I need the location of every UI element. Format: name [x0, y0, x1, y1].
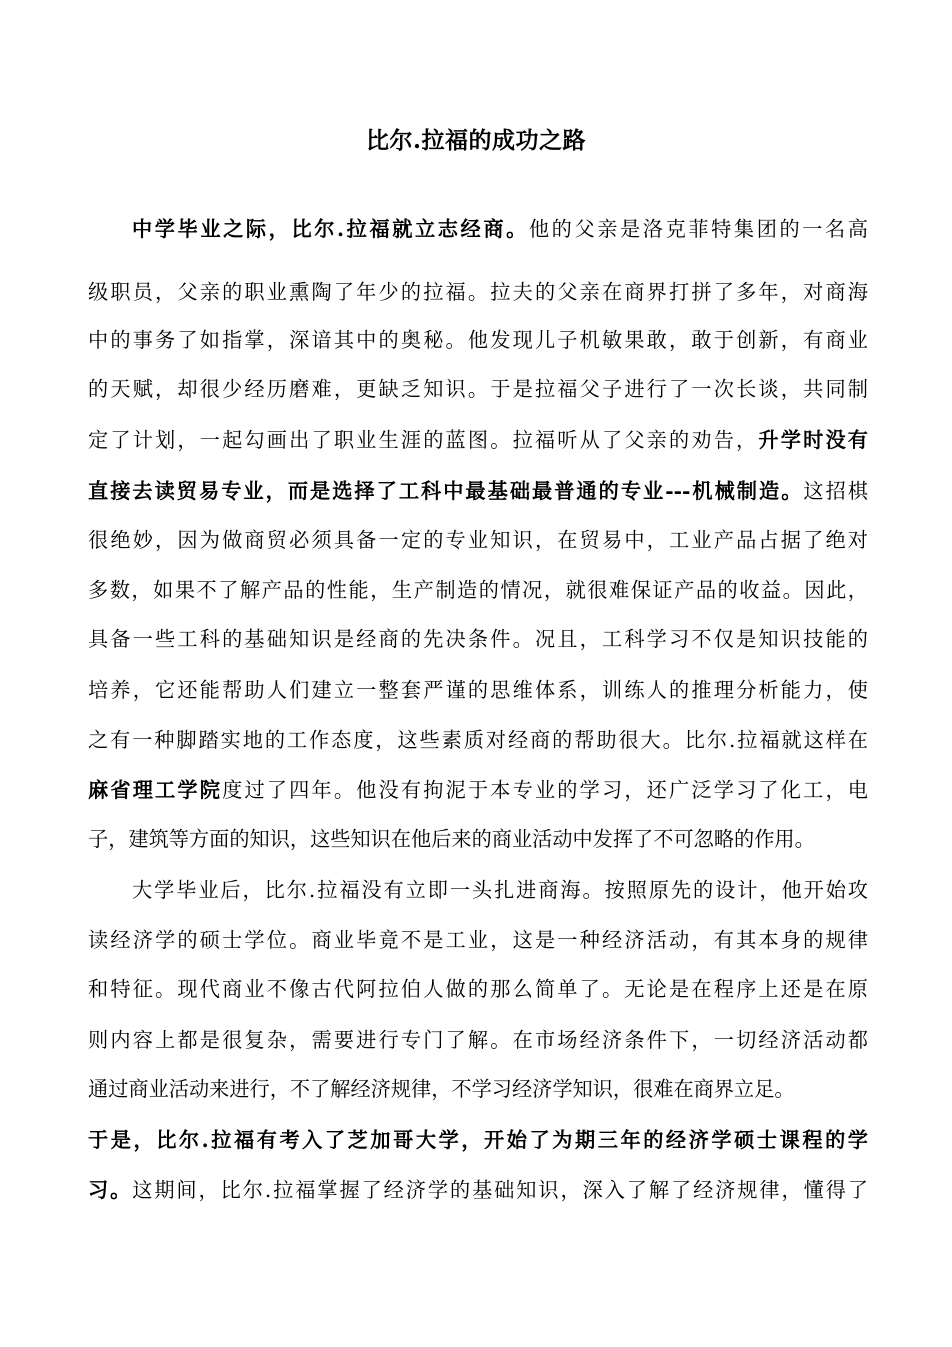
- text: 则内容上都是很复杂，需要进行专门了解。在市场经济条件下，一切经济活动都: [88, 1028, 868, 1052]
- text: 这期间，比尔.拉福掌握了经济学的基础知识，深入了解了经济规律，懂得了: [132, 1178, 868, 1202]
- bold-text: 直接去读贸易专业，而是选择了工科中最基础最普通的专业---机械制造。: [88, 479, 804, 503]
- text-line: [88, 1124, 868, 1156]
- document-title: 比尔.拉福的成功之路: [365, 127, 586, 154]
- bold-text: 中学毕业之际，比尔.拉福就立志经商。: [132, 217, 529, 241]
- text: 之有一种脚踏实地的工作态度，这些素质对经商的帮助很大。比尔.拉福就这样在: [88, 728, 868, 752]
- text-line: [88, 373, 868, 405]
- bold-text: 麻省理工学院: [88, 778, 223, 802]
- text-line: [88, 1073, 868, 1105]
- text: 具备一些工科的基础知识是经商的先决条件。况且，工科学习不仅是知识技能的: [88, 627, 868, 651]
- text-line: [88, 674, 868, 706]
- text: 和特征。现代商业不像古代阿拉伯人做的那么简单了。无论是在程序上还是在原: [88, 977, 868, 1001]
- text: 通过商业活动来进行，不了解经济规律，不学习经济学知识，很难在商界立足。: [88, 1077, 795, 1101]
- bold-text: 习。: [88, 1178, 133, 1202]
- text-line: [88, 774, 868, 806]
- text-line: [132, 874, 868, 906]
- text-line: [88, 574, 868, 606]
- text-line: [88, 324, 868, 356]
- text: 的天赋，却很少经历磨难，更缺乏知识。于是拉福父子进行了一次长谈，共同制: [88, 377, 868, 401]
- text: 多数，如果不了解产品的性能，生产制造的情况，就很难保证产品的收益。因此，: [88, 578, 868, 602]
- text: 读经济学的硕士学位。商业毕竟不是工业，这是一种经济活动，有其本身的规律: [88, 928, 868, 952]
- text-line: [132, 213, 868, 245]
- bold-text: 升学时没有: [758, 428, 868, 452]
- text-line: [88, 424, 868, 456]
- text: 度过了四年。他没有拘泥于本专业的学习，还广泛学习了化工，电: [222, 778, 868, 802]
- text: 培养，它还能帮助人们建立一整套严谨的思维体系，训练人的推理分析能力，使: [88, 678, 868, 702]
- text-line: [88, 924, 868, 956]
- text-line: [88, 1174, 868, 1206]
- text-line: [88, 1024, 868, 1056]
- text: 子，建筑等方面的知识，这些知识在他后来的商业活动中发挥了不可忽略的作用。: [88, 827, 815, 851]
- text: 很绝妙，因为做商贸必须具备一定的专业知识，在贸易中，工业产品占据了绝对: [88, 528, 868, 552]
- text-line: [88, 823, 868, 855]
- text: 他的父亲是洛克菲特集团的一名高: [528, 217, 868, 241]
- text-line: [88, 724, 868, 756]
- text-line: [88, 973, 868, 1005]
- text: 级职员，父亲的职业熏陶了年少的拉福。拉夫的父亲在商界打拼了多年，对商海: [88, 280, 868, 304]
- text-line: [88, 276, 868, 308]
- text-line: [88, 524, 868, 556]
- text-line: [88, 623, 868, 655]
- text: 大学毕业后，比尔.拉福没有立即一头扎进商海。按照原先的设计，他开始攻: [132, 878, 868, 902]
- text: 这招棋: [803, 479, 868, 503]
- text: 中的事务了如指掌，深谙其中的奥秘。他发现儿子机敏果敢，敢于创新，有商业: [88, 328, 868, 352]
- text: 定了计划，一起勾画出了职业生涯的蓝图。拉福听从了父亲的劝告，: [88, 428, 759, 452]
- bold-text: 于是，比尔.拉福有考入了芝加哥大学，开始了为期三年的经济学硕士课程的学: [88, 1128, 868, 1152]
- text-line: [88, 475, 868, 507]
